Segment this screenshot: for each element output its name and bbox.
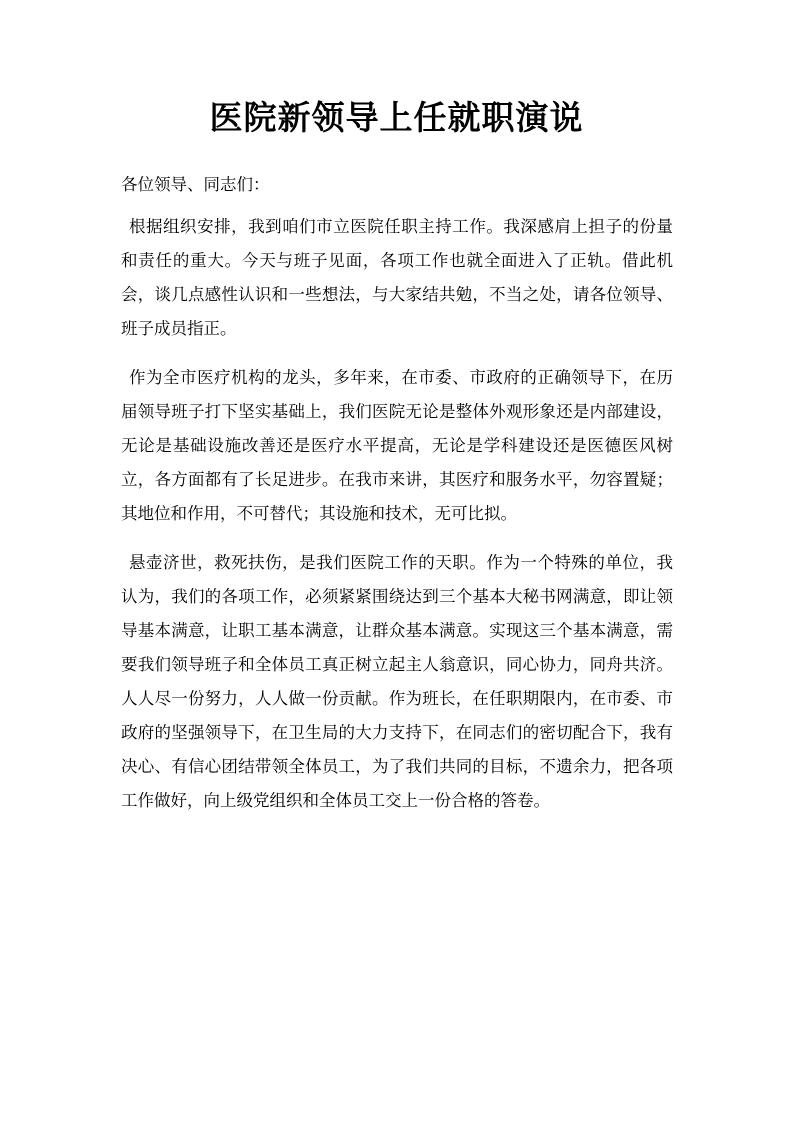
paragraph-1: 根据组织安排，我到咱们市立医院任职主持工作。我深感肩上担子的份量和责任的重大。今天与班子见面，各项工作也就全面进入了正轨。借此机会，谈几点感性认识和一些想法，与大家结共勉，不当之处，请各位领导、班子成员指正。	[121, 217, 673, 338]
salutation: 各位领导、同志们：	[121, 175, 270, 194]
document-body	[121, 168, 673, 833]
paragraph-2: 作为全市医疗机构的龙头，多年来，在市委、市政府的正确领导下，在历届领导班子打下坚实基础上，我们医院无论是整体外观形象还是内部建设，无论是基础设施改善还是医疗水平提高，无论是学科建设还是医德医风树立，各方面都有了长足进步。在我市来讲，其医疗和服务水平，勿容置疑；其地位和作用，不可替代；其设施和技术，无可比拟。	[121, 368, 673, 523]
paragraph-3: 悬壶济世，救死扶伤，是我们医院工作的天职。作为一个特殊的单位，我认为，我们的各项工作，必须紧紧围绕达到三个基本大秘书网满意，即让领导基本满意，让职工基本满意，让群众基本满意。实现这三个基本满意，需要我们领导班子和全体员工真正树立起主人翁意识，同心协力，同舟共济。人人尽一份努力，人人做一份贡献。作为班长，在任职期限内，在市委、市政府的坚强领导下，在卫生局的大力支持下，在同志们的密切配合下，我有决心、有信心团结带领全体员工，为了我们共同的目标，不遗余力，把各项工作做好，向上级党组织和全体员工交上一份合格的答卷。	[121, 553, 673, 810]
document-title: 医院新领导上任就职演说	[209, 98, 584, 137]
